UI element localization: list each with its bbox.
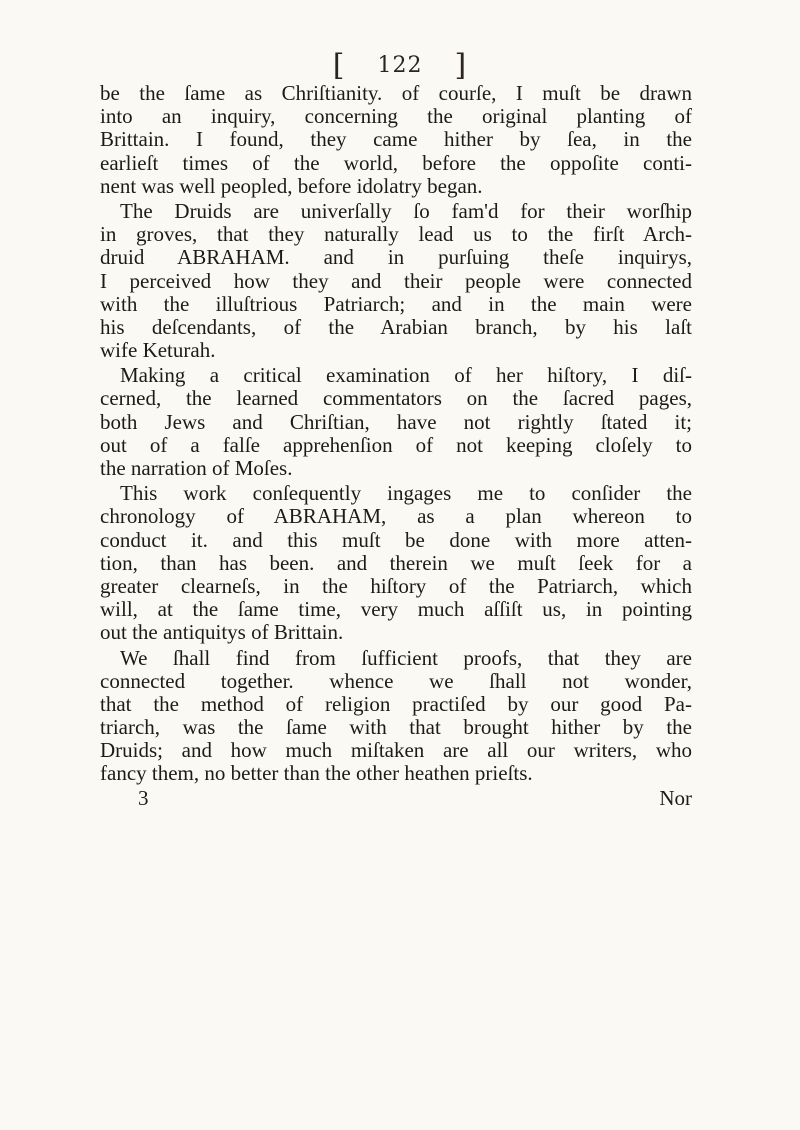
text-line: chronology of ABRAHAM, as a plan whereon to: [100, 504, 692, 529]
text-line: Making a critical examination of her hiſtory, I diſ-: [120, 363, 692, 388]
running-head: [0, 48, 800, 83]
text-line: This work conſequently ingages me to conſider the: [120, 481, 692, 506]
text-line: with the illuſtrious Patriarch; and in the main were: [100, 291, 692, 316]
text-line: the narration of Moſes.: [100, 456, 293, 480]
text-line: Druids; and how much miſtaken are all our writers, who: [100, 738, 692, 763]
open-bracket: [: [332, 48, 346, 83]
text-line: I perceived how they and their people were connected: [100, 268, 692, 293]
paragraph: [100, 482, 692, 644]
text-line: that the method of religion practiſed by our good Pa-: [100, 691, 692, 716]
text-line: fancy them, no better than the other heathen prieſts.: [100, 761, 533, 786]
text-line: in groves, that they naturally lead us to the firſt Arch-: [100, 222, 692, 247]
text-line: earlieſt times of the world, before the oppoſite conti-: [100, 150, 692, 175]
text-line: be the ſame as Chriſtianity. of courſe, I muſt be drawn: [100, 81, 692, 105]
text-line: We ſhall find from ſufficient proofs, that they are: [120, 645, 692, 670]
text-line: wife Keturah.: [100, 338, 216, 363]
catchword: Nor: [659, 785, 692, 810]
page-number: 122: [377, 53, 423, 78]
text-line: tion, than has been. and therein we muſt ſeek for a: [100, 550, 692, 575]
close-bracket: ]: [454, 48, 468, 83]
text-line: cerned, the learned commentators on the ſacred pages,: [100, 386, 692, 411]
paragraph: [100, 647, 692, 786]
text-line: Brittain. I found, they came hither by ſea, in the: [100, 127, 692, 152]
paragraph: [100, 200, 692, 362]
text-line: The Druids are univerſally ſo fam'd for their worſhip: [120, 198, 692, 223]
text-line: out of a falſe apprehenſion of not keeping cloſely to: [100, 432, 692, 457]
signature-mark: 3: [138, 785, 149, 810]
text-line: conduct it. and this muſt be done with more atten-: [100, 527, 692, 552]
body-text: [100, 82, 692, 811]
text-line: will, at the ſame time, very much aſſiſt us, in pointing: [100, 597, 692, 622]
text-line: connected together. whence we ſhall not wonder,: [100, 668, 692, 693]
text-line: out the antiquitys of Brittain.: [100, 620, 344, 645]
text-line: into an inquiry, concerning the original planting of: [100, 104, 692, 129]
text-line: both Jews and Chriſtian, have not rightly ſtated it;: [100, 409, 692, 434]
paragraph: [100, 82, 692, 198]
paragraph: [100, 364, 692, 480]
text-line: his deſcendants, of the Arabian branch, by his laſt: [100, 314, 692, 339]
text-line: triarch, was the ſame with that brought hither by the: [100, 715, 692, 740]
text-line: druid ABRAHAM. and in purſuing theſe inquirys,: [100, 245, 692, 270]
page-footer: [100, 787, 692, 811]
text-line: nent was well peopled, before idolatry began.: [100, 173, 483, 198]
text-line: greater clearneſs, in the hiſtory of the Patriarch, which: [100, 573, 692, 598]
